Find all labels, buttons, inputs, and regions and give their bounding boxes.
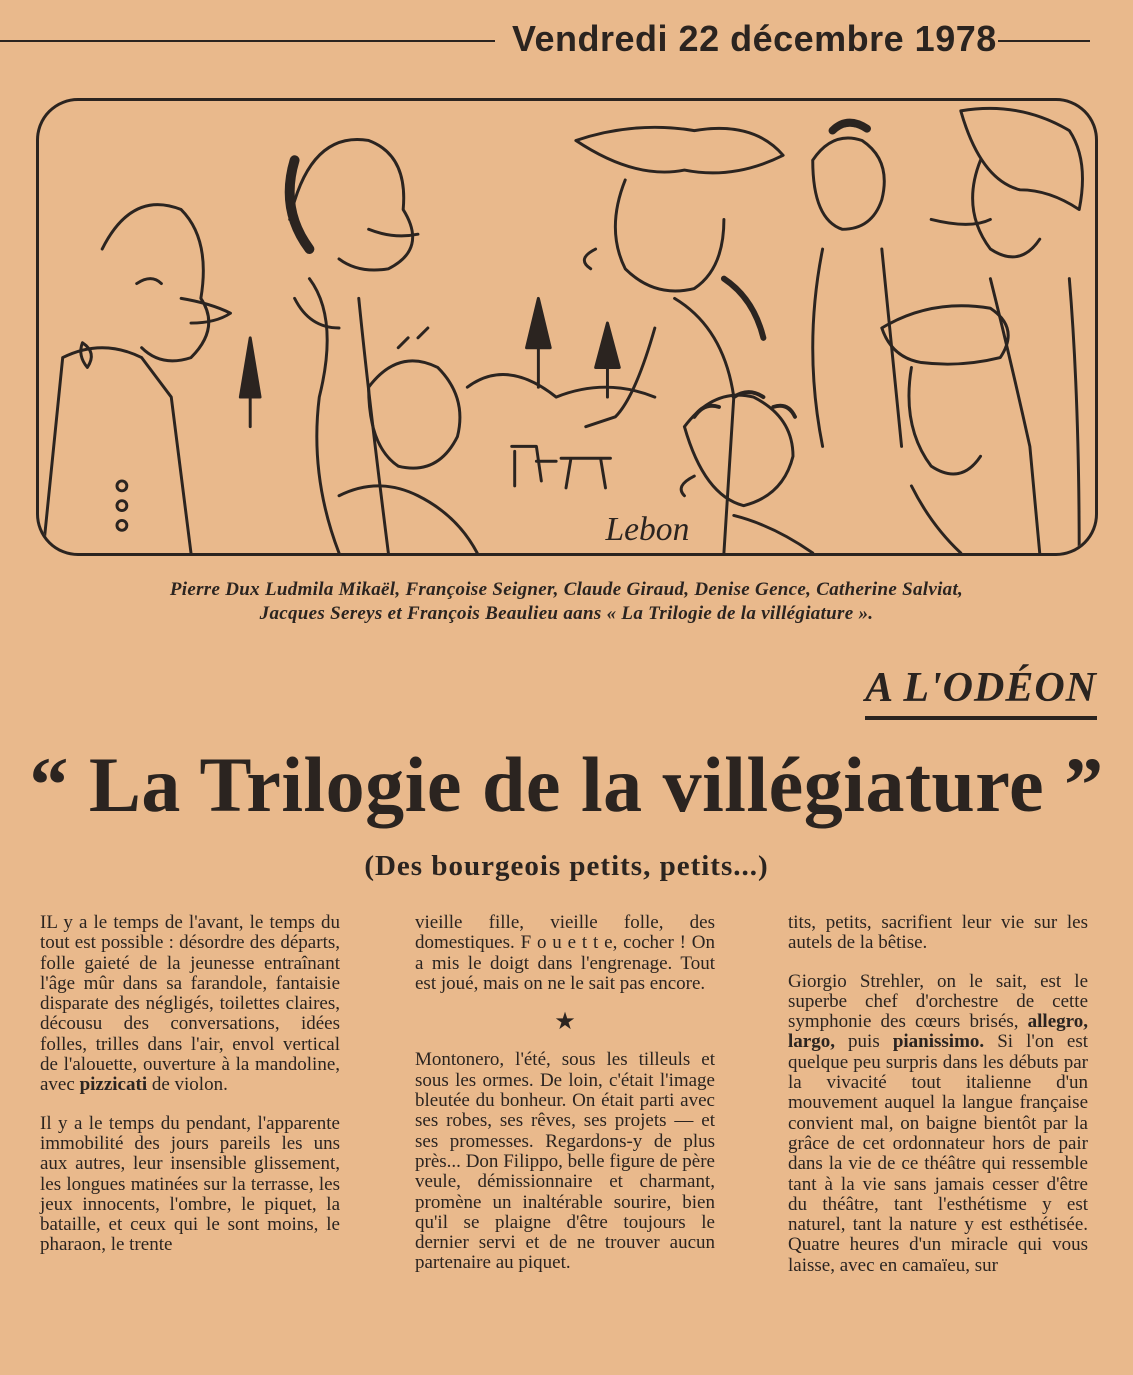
col3-paragraph-2 xyxy=(788,972,1088,1276)
col3-p2-bold-1: allegro, largo, xyxy=(788,1011,1088,1053)
col3-p2-bold-2: pianissimo. xyxy=(892,1031,985,1053)
article-headline: “ La Trilogie de la villégiature ” xyxy=(29,741,1104,828)
illustration-caption xyxy=(20,578,1113,626)
col3-p2-text-a: Giorgio Strehler, on le sait, est le superbe chef d'orchestre de cette symphonie des cœurs brisés, xyxy=(788,970,1088,1033)
article-column-3 xyxy=(788,913,1088,1294)
col1-p1-end: de violon. xyxy=(151,1074,228,1096)
col3-paragraph-1: tits, petits, sacrifient leur vie sur les autels de la bêtise. xyxy=(788,912,1088,954)
caption-line-1: Pierre Dux Ludmila Mikaël, Françoise Seigner, Claude Giraud, Denise Gence, Catherine Salviat, xyxy=(169,579,964,600)
caricature-drawing xyxy=(39,101,1095,553)
col2-paragraph-1: vieille fille, vieille folle, des domestiques. F o u e t t e, cocher ! On a mis le doigt dans l'engrenage. Tout est joué, mais on ne le sait pas encore. xyxy=(415,912,715,994)
col3-p2-text-c: Si l'on est quelque peu surpris dans les débuts par la vivacité tout italienne d'un mouvement auquel la langue française convient mal, on baigne bientôt par la grâce de cet ordonnateur hors de pair dans la vie de ce théâtre qui ressemble tant à la vie sans jamais cesser d'être du théâtre, tant l'esthétisme y est naturel, tant la nature y est esthétisée. Quatre heures d'un miracle qui vous laisse, avec en camaïeu, sur xyxy=(788,1031,1089,1276)
col1-paragraph-1 xyxy=(40,913,340,1096)
col1-p1-text: IL y a le temps de l'avant, le temps du tout est possible : désordre des départs, folle gaieté de la jeunesse entraînant l'âge mûr dans sa farandole, fantaisie disparate des négligés, toilettes claires, décousu des conversations, idées folles, trilles dans l'air, envol vertical de l'alouette, ouverture à la mandoline, avec xyxy=(40,912,340,1096)
dateline-rule-left xyxy=(0,40,495,42)
col1-p1-bold: pizzicati xyxy=(79,1074,148,1096)
article-column-2 xyxy=(415,913,715,1292)
issue-date: Vendredi 22 décembre 1978 xyxy=(512,18,997,59)
col1-paragraph-2: Il y a le temps du pendant, l'apparente immobilité des jours pareils les uns aux autres, leur insensible glissement, les longues matinées sur la terrasse, les jeux innocents, l'ombre, le piquet, la bataille, et ceux qui le sont moins, le pharaon, le trente xyxy=(40,1112,340,1256)
illustrator-signature: Lebon xyxy=(605,511,690,549)
col2-paragraph-2: Montonero, l'été, sous les tilleuls et sous les ormes. De loin, c'était l'image bleutée du bonheur. On était parti avec ses robes, ses rêves, ses projets — et ses promesses. Regardons-y de plus près... Don Filippo, belle figure de père veule, démissionnaire et charmant, promène un inaltérable sourire, bien qu'il se plaigne d'être toujours le dernier servi et de ne trouver aucun partenaire au piquet. xyxy=(415,1049,715,1274)
caption-line-2: Jacques Sereys et François Beaulieu aans « La Trilogie de la villégiature ». xyxy=(259,603,874,624)
caricature-illustration xyxy=(36,98,1098,556)
article-subhead: (Des bourgeois petits, petits...) xyxy=(364,850,769,882)
article-column-1 xyxy=(40,913,340,1274)
section-break-star: ★ xyxy=(554,1009,576,1036)
dateline-rule-right xyxy=(998,40,1090,42)
section-kicker: A L'ODÉON xyxy=(865,664,1097,720)
dateline xyxy=(0,14,1133,64)
col3-p2-text-b: puis xyxy=(848,1031,880,1053)
